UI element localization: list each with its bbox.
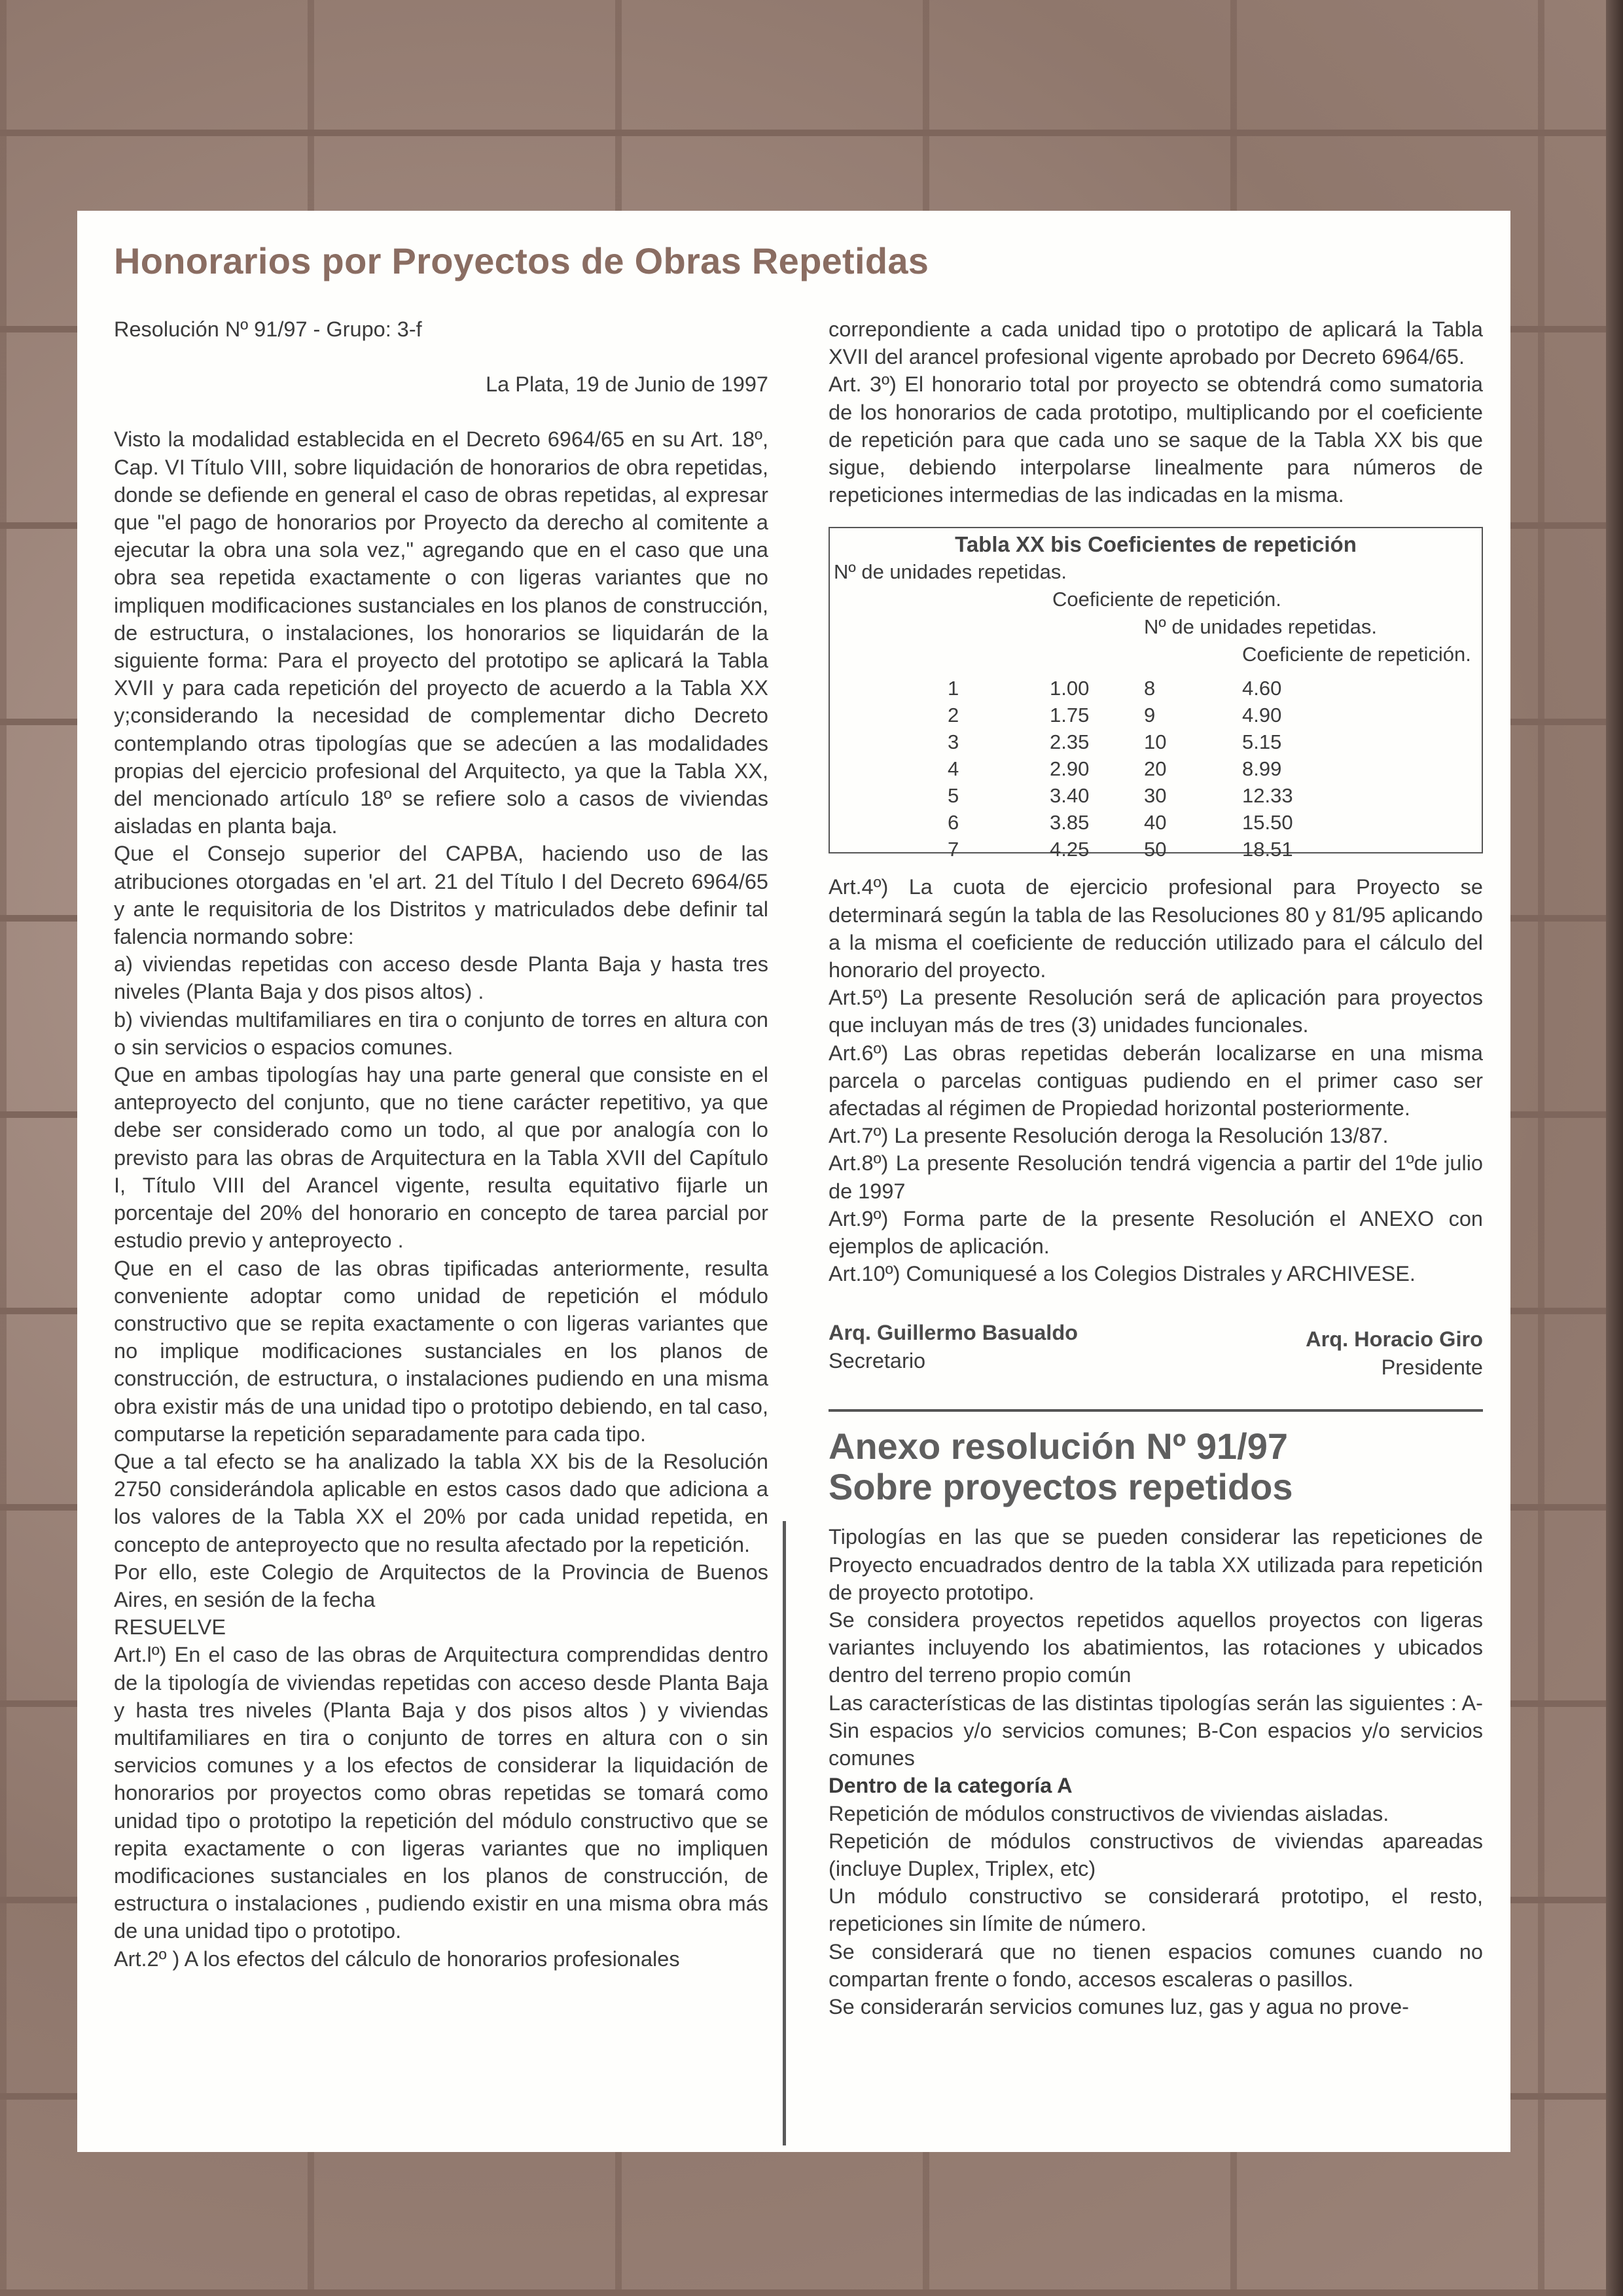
- article-9: Art.9º) Forma parte de la presente Resolución el ANEXO con ejemplos de aplicación.: [829, 1206, 1483, 1259]
- annex-paragraph: Las características de las distintas tipologías serán las siguientes : A- Sin espacios y/o servicios comunes; B-Con espacios y/o servicios comunes: [829, 1691, 1483, 1770]
- annex-paragraph: Un módulo constructivo se considerará prototipo, el resto, repeticiones sin límite de número.: [829, 1884, 1483, 1936]
- table-row: [830, 675, 1482, 702]
- article-3: Art. 3º) El honorario total por proyecto se obtendrá como sumatoria de los honorarios de cada prototipo, multiplicando por el coeficiente de repetición para que cada uno se saque de la Tabla XX bis que sigue, debiendo interpolarse linealmente para números de repeticiones intermedias de las indicadas en la misma.: [829, 372, 1483, 507]
- table-cell: 6: [948, 811, 959, 834]
- table-cell: 4.90: [1242, 704, 1282, 727]
- table-header: Coeficiente de repetición.: [1052, 588, 1281, 611]
- table-cell: 30: [1144, 784, 1167, 808]
- table-cell: 1.75: [1050, 704, 1090, 727]
- annex-paragraph: Se considerarán servicios comunes luz, gas y agua no prove-: [829, 1994, 1409, 2018]
- paragraph: Por ello, este Colegio de Arquitectos de la Provincia de Buenos Aires, en sesión de la fecha: [114, 1560, 768, 1611]
- paragraph: correpondiente a cada unidad tipo o prototipo de aplicará la Tabla XVII del arancel profesional vigente aprobado por Decreto 6964/65.: [829, 317, 1483, 369]
- annex-title-line2: Sobre proyectos repetidos: [829, 1466, 1293, 1508]
- table-row: [830, 836, 1482, 863]
- document-panel: [77, 211, 1510, 2152]
- table-cell: 1.00: [1050, 677, 1090, 700]
- paragraph: b) viviendas multifamiliares en tira o conjunto de torres en altura con o sin servicios o espacios comunes.: [114, 1007, 768, 1059]
- paragraph: Visto la modalidad establecida en el Decreto 6964/65 en su Art. 18º, Cap. VI Título VIII, sobre liquidación de honorarios de obra repetidas, donde se defiende en general el caso de obras repetidas, al expresar que "el pago de honorarios por Proyecto da derecho al comitente a ejecutar la obra una sola vez," agregando que en el caso que una obra sea repetida exactamente o con ligeras variantes que no impliquen modificaciones sustanciales en los planos de construcción, de estructura, o instalaciones, los honorarios se liquidarán de la siguiente forma: Para el proyecto del prototipo se aplicará la Tabla XVII y para cada repetición del proyecto de acuerdo a la Tabla XX y;considerando la necesidad de complementar dicho Decreto contemplando otras tipologías que se adecúen a las modalidades propias del ejercicio profesional del Arquitecto, ya que la Tabla XX, del mencionado artículo 18º se refiere solo a casos de viviendas aisladas en planta baja.: [114, 427, 768, 838]
- page-title: Honorarios por Proyectos de Obras Repetidas: [114, 240, 929, 281]
- article-6: Art.6º) Las obras repetidas deberán localizarse en una misma parcela o parcelas contiguas pudiendo en el primer caso ser afectadas al régimen de Propiedad horizontal posteriormente.: [829, 1041, 1483, 1121]
- signer-role: Secretario: [829, 1348, 926, 1372]
- annex-paragraph: Se considerará que no tienen espacios comunes cuando no compartan frente o fondo, accesos escaleras o pasillos.: [829, 1939, 1483, 1991]
- signature-secretary: [829, 1319, 1078, 1374]
- table-cell: 9: [1144, 704, 1156, 727]
- table-cell: 50: [1144, 838, 1167, 861]
- table-cell: 10: [1144, 730, 1167, 754]
- table-header: Nº de unidades repetidas.: [834, 560, 1067, 584]
- signer-name: Arq. Guillermo Basualdo: [829, 1321, 1079, 1345]
- table-cell: 5: [948, 784, 959, 808]
- resolution-date: La Plata, 19 de Junio de 1997: [486, 372, 768, 397]
- article-5: Art.5º) La presente Resolución será de aplicación para proyectos que incluyan más de tres (3) unidades funcionales.: [829, 986, 1483, 1037]
- table-row: [830, 702, 1482, 728]
- category-heading: Dentro de la categoría A: [829, 1774, 1073, 1798]
- table-cell: 18.51: [1242, 838, 1293, 861]
- table-cell: 8.99: [1242, 757, 1282, 781]
- annex-paragraph: Tipologías en las que se pueden considerar las repeticiones de Proyecto encuadrados dentro de la tabla XX utilizada para repetición de proyecto prototipo.: [829, 1525, 1483, 1604]
- article-4: Art.4º) La cuota de ejercicio profesional para Proyecto se determinará según la tabla de las Resoluciones 80 y 81/95 aplicando a la misma el coeficiente de reducción utilizado para el cálculo del honorario del proyecto.: [829, 875, 1483, 982]
- table-cell: 3.40: [1050, 784, 1090, 808]
- resolution-number: Resolución Nº 91/97 - Grupo: 3-f: [114, 317, 422, 341]
- right-column: [829, 315, 1483, 2020]
- annex-title: [829, 1426, 1483, 1507]
- table-cell: 4: [948, 757, 959, 781]
- article-1: Art.lº) En el caso de las obras de Arquitectura comprendidas dentro de la tipología de viviendas repetidas con acceso desde Planta Baja y hasta tres niveles (Planta Baja y dos pisos altos ) y viviendas multifamiliares en tira o conjunto de torres en altura con o sin servicios comunes y a los efectos de considerar la liquidación de honorarios por proyectos como obras repetidas se tomará como unidad tipo o prototipo la repetición del módulo constructivo que se repita exactamente o con ligeras variantes que no impliquen modificaciones sustanciales en los planos de construcción, de estructura o instalaciones , pudiendo existir en una misma obra más de una unidad tipo o prototipo.: [114, 1643, 768, 1943]
- table-row: [830, 782, 1482, 809]
- annex-paragraph: Repetición de módulos constructivos de viviendas apareadas (incluye Duplex, Triplex, etc): [829, 1829, 1483, 1880]
- table-row: [830, 755, 1482, 782]
- article-2: Art.2º ) A los efectos del cálculo de honorarios profesionales: [114, 1946, 680, 1971]
- table-title: Tabla XX bis Coeficientes de repetición: [955, 532, 1357, 557]
- table-cell: 2.35: [1050, 730, 1090, 754]
- table-row: [830, 728, 1482, 755]
- paragraph: Que a tal efecto se ha analizado la tabla XX bis de la Resolución 2750 considerándola aplicable en estos casos dado que adiciona a los valores de la Tabla XX el 20% por cada unidad repetida, en concepto de anteproyecto que no resulta afectado por la repetición.: [114, 1449, 768, 1556]
- column-divider: [783, 1521, 786, 2145]
- signer-name: Arq. Horacio Giro: [1306, 1327, 1483, 1352]
- table-header: Nº de unidades repetidas.: [1144, 615, 1378, 639]
- table-cell: 20: [1144, 757, 1167, 781]
- table-cell: 7: [948, 838, 959, 861]
- coefficient-table: [829, 527, 1483, 861]
- section-divider: [829, 1409, 1483, 1412]
- signatures: [829, 1319, 1483, 1391]
- left-column: [114, 315, 768, 1973]
- paragraph: Que en el caso de las obras tipificadas anteriormente, resulta conveniente adoptar como unidad de repetición el módulo constructivo que se repita exactamente o con ligeras variantes que no implique modificaciones sustanciales en los planos de construcción, de estructura, o instalaciones pudiendo en una misma obra existir más de una unidad tipo o prototipo debiendo, en tal caso, computarse la repetición separadamente para cada tipo.: [114, 1256, 768, 1446]
- table-cell: 4.25: [1050, 838, 1090, 861]
- paragraph: a) viviendas repetidas con acceso desde Planta Baja y hasta tres niveles (Planta Baja y dos pisos altos) .: [114, 952, 768, 1004]
- table-cell: 2.90: [1050, 757, 1090, 781]
- table-cell: 1: [948, 677, 959, 700]
- article-8: Art.8º) La presente Resolución tendrá vigencia a partir del 1ºde julio de 1997: [829, 1151, 1483, 1203]
- paragraph: Que el Consejo superior del CAPBA, haciendo uso de las atribuciones otorgadas en 'el art. 21 del Título I del Decreto 6964/65 y ante le requisitoria de los Distritos y matriculados debe definir tal falencia normando sobre:: [114, 842, 768, 949]
- table-cell: 40: [1144, 811, 1167, 834]
- annex-paragraph: Se considera proyectos repetidos aquellos proyectos con ligeras variantes incluyendo los abatimientos, las rotaciones y ubicados dentro del terreno propio común: [829, 1608, 1483, 1687]
- table-cell: 5.15: [1242, 730, 1282, 754]
- annex-paragraph: Repetición de módulos constructivos de viviendas aisladas.: [829, 1801, 1389, 1825]
- table-cell: 12.33: [1242, 784, 1293, 808]
- table-header: Coeficiente de repetición.: [1242, 643, 1471, 666]
- annex-title-line1: Anexo resolución Nº 91/97: [829, 1426, 1289, 1467]
- table-cell: 4.60: [1242, 677, 1282, 700]
- table-cell: 3.85: [1050, 811, 1090, 834]
- table-cell: 2: [948, 704, 959, 727]
- table-cell: 8: [1144, 677, 1156, 700]
- page-spine: [1606, 0, 1623, 2296]
- article-10: Art.10º) Comuniquesé a los Colegios Distrales y ARCHIVESE.: [829, 1262, 1416, 1286]
- table-body: [830, 675, 1482, 863]
- table-cell: 15.50: [1242, 811, 1293, 834]
- article-7: Art.7º) La presente Resolución deroga la Resolución 13/87.: [829, 1124, 1389, 1148]
- table-cell: 3: [948, 730, 959, 754]
- table-row: [830, 809, 1482, 836]
- signature-president: [1306, 1325, 1483, 1380]
- resolve-heading: RESUELVE: [114, 1615, 226, 1640]
- signer-role: Presidente: [1381, 1355, 1483, 1379]
- paragraph: Que en ambas tipologías hay una parte general que consiste en el anteproyecto del conjunto, que no tiene carácter repetitivo, ya que debe ser considerado como un todo, al que por analogía con lo previsto para las obras de Arquitectura en la Tabla XVII del Capítulo I, Título VIII del Arancel vigente, resulta equitativo fijarle un porcentaje del 20% del honorario en concepto de tarea parcial por estudio previo y anteproyecto .: [114, 1063, 768, 1253]
